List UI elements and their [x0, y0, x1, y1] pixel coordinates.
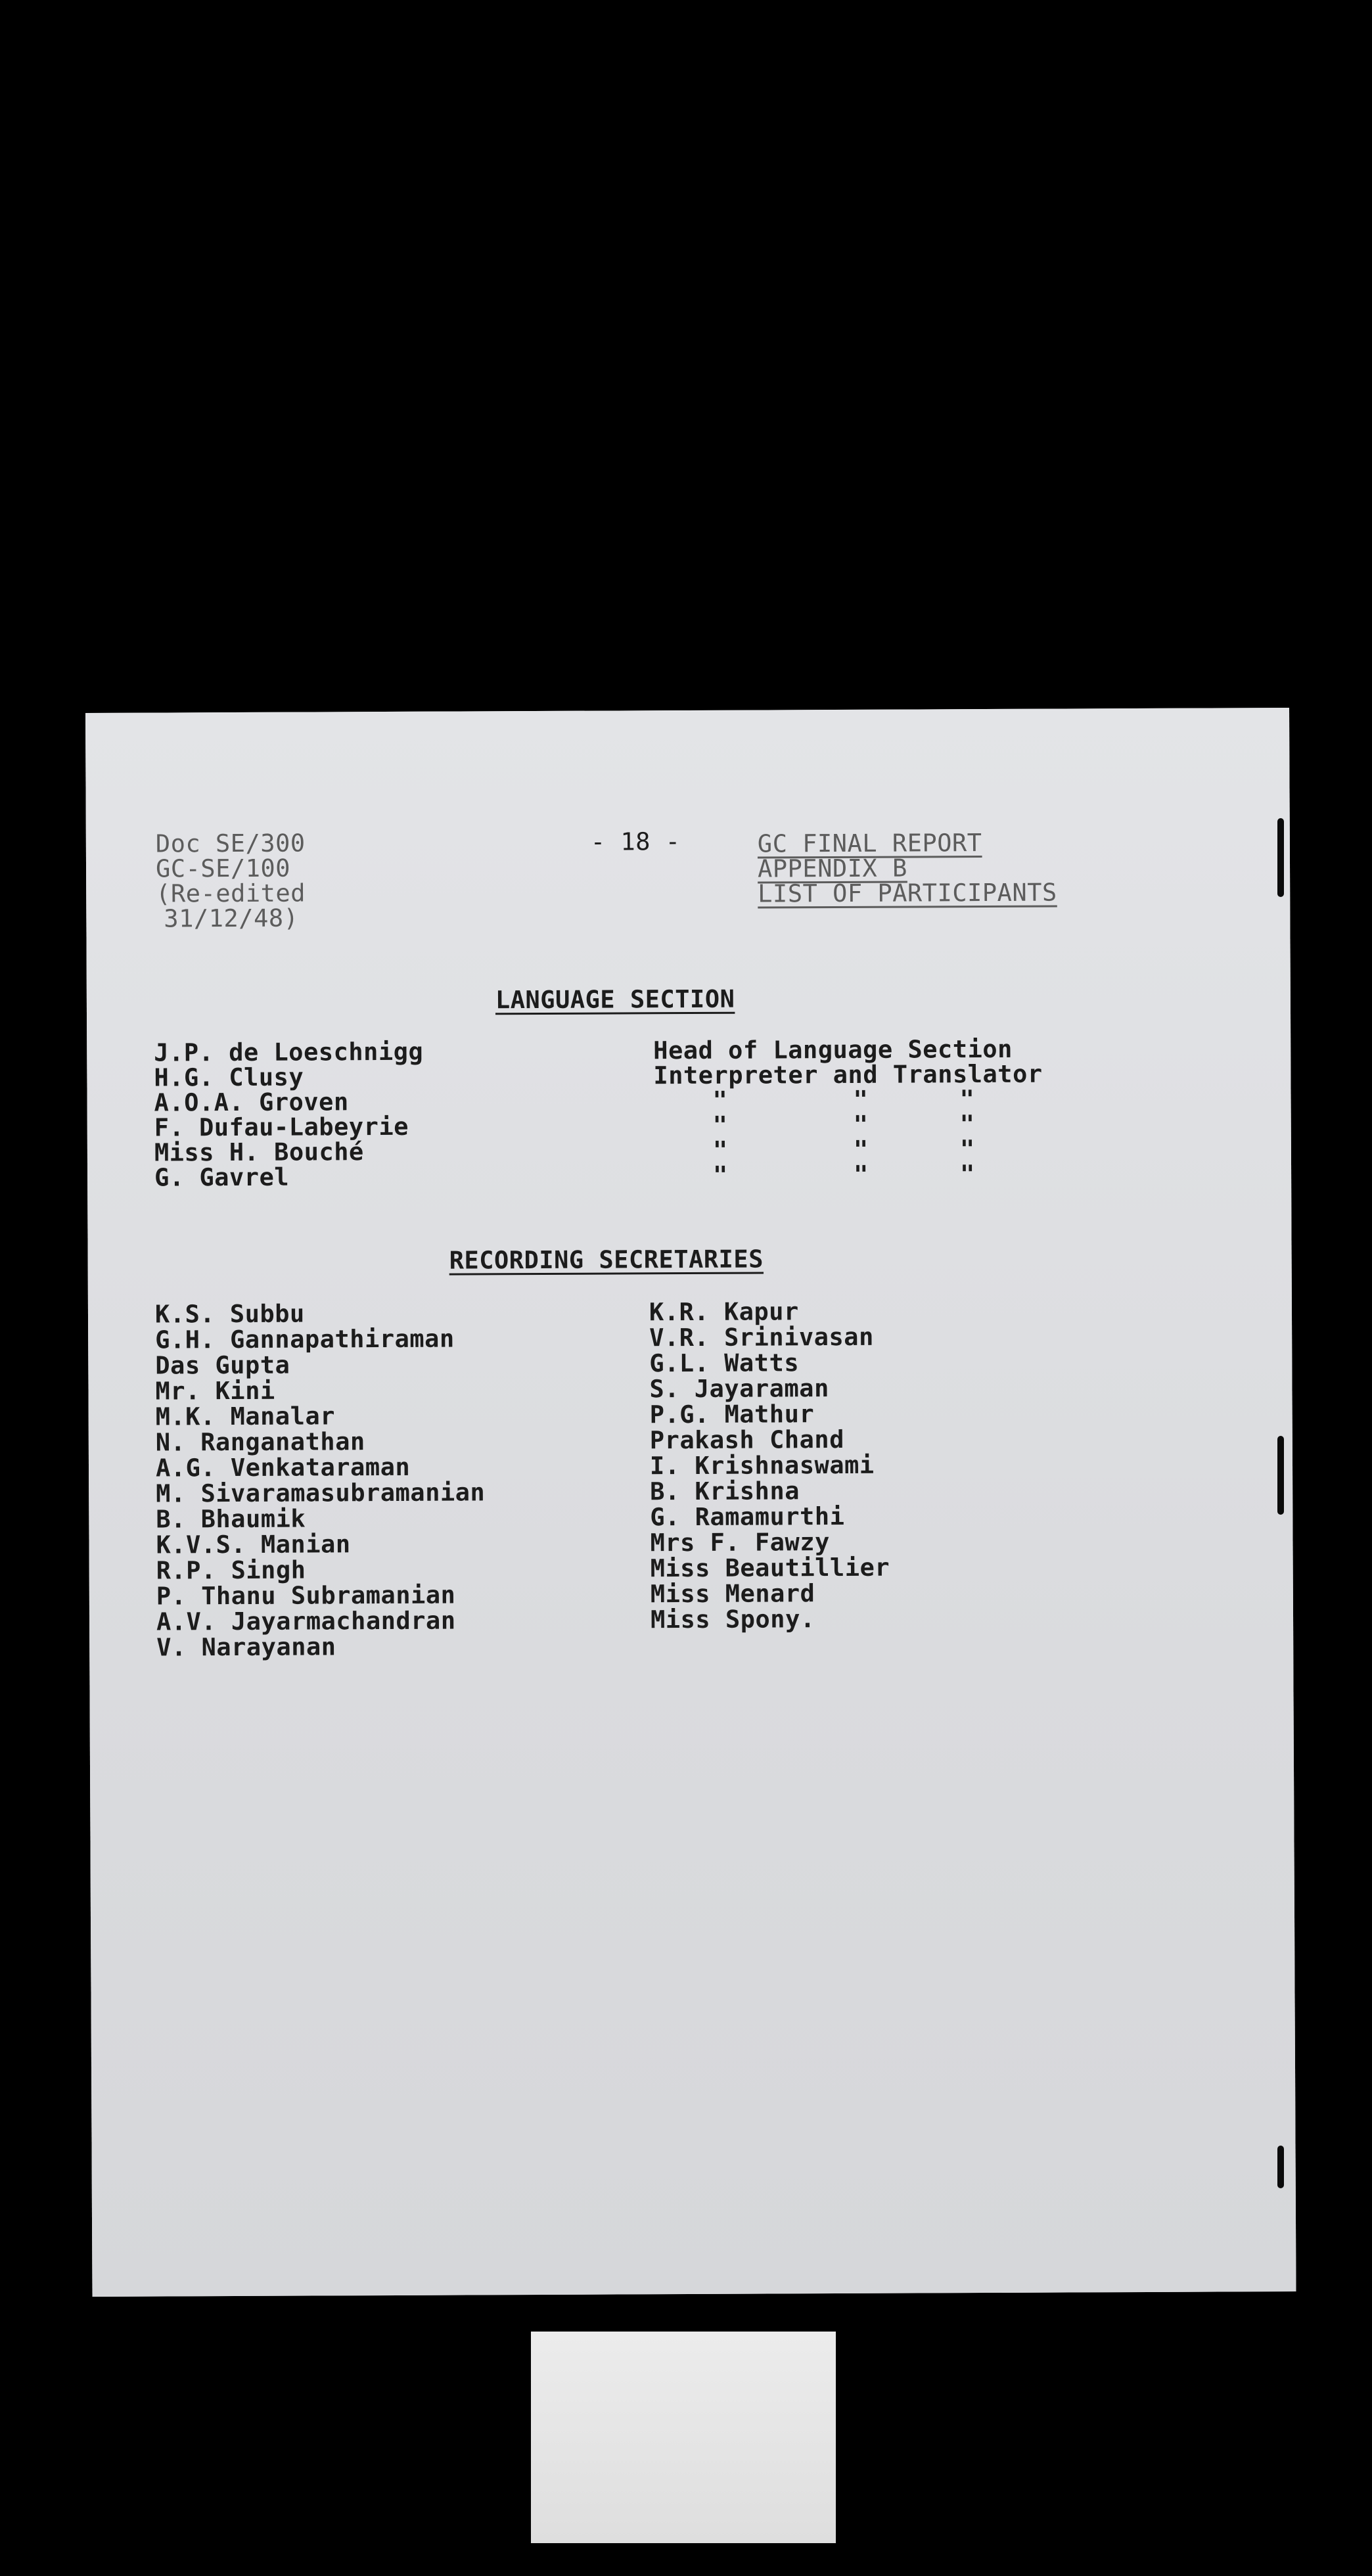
secretary-name: K.V.S. Manian [156, 1530, 351, 1559]
secretary-name: V.R. Srinivasan [649, 1322, 874, 1352]
secretary-name: G.H. Gannapathiraman [155, 1324, 455, 1354]
secretary-name: P.G. Mathur [649, 1400, 815, 1429]
ditto-mark: " [959, 1110, 975, 1139]
report-appendix-line: APPENDIX B [757, 854, 907, 883]
member-name: Miss H. Bouché [154, 1138, 364, 1167]
doc-reference-line: (Re-edited [156, 879, 306, 908]
secretary-name: Miss Spony. [650, 1605, 815, 1634]
report-title-line: GC FINAL REPORT [757, 829, 982, 858]
secretary-name: S. Jayaraman [649, 1374, 829, 1404]
ditto-mark: " [712, 1086, 727, 1115]
secretary-name: Miss Beautillier [650, 1553, 890, 1583]
ditto-mark: " [712, 1161, 728, 1189]
binder-hole-shadow [1277, 818, 1284, 897]
secretary-name: V. Narayanan [156, 1632, 336, 1662]
ditto-mark: " [712, 1111, 728, 1139]
document-page [85, 708, 1296, 2297]
member-name: A.O.A. Groven [154, 1088, 349, 1117]
page-number: - 18 - [590, 827, 681, 856]
secretary-name: K.R. Kapur [649, 1297, 799, 1327]
doc-reference-line: 31/12/48) [164, 904, 299, 933]
secretary-name: A.G. Venkataraman [155, 1452, 411, 1483]
ditto-mark: " [959, 1085, 974, 1114]
secretary-name: B. Krishna [650, 1477, 800, 1506]
secretary-name: Prakash Chand [649, 1425, 845, 1455]
secretary-name: K.S. Subbu [154, 1299, 305, 1329]
doc-reference-line: GC-SE/100 [155, 854, 291, 883]
ditto-mark: " [853, 1085, 868, 1114]
secretary-name: Mr. Kini [155, 1376, 275, 1406]
member-role: Head of Language Section [653, 1034, 1013, 1065]
binder-hole-shadow [1277, 1436, 1284, 1515]
secretary-name: G.L. Watts [649, 1348, 800, 1378]
secretary-name: M. Sivaramasubramanian [156, 1478, 486, 1508]
secretary-name: Mrs F. Fawzy [650, 1528, 830, 1557]
ditto-mark: " [959, 1160, 975, 1189]
ditto-mark: " [853, 1160, 869, 1189]
report-subtitle-line: LIST OF PARTICIPANTS [758, 878, 1057, 908]
ditto-mark: " [853, 1135, 869, 1164]
ditto-mark: " [712, 1136, 728, 1164]
member-name: J.P. de Loeschnigg [154, 1037, 424, 1067]
secretary-name: I. Krishnaswami [649, 1450, 875, 1481]
secretary-name: G. Ramamurthi [650, 1502, 845, 1532]
member-name: H.G. Clusy [154, 1063, 304, 1092]
secretary-name: Das Gupta [155, 1350, 290, 1380]
member-role: Interpreter and Translator [653, 1059, 1043, 1090]
secretary-name: Miss Menard [650, 1579, 815, 1609]
ditto-mark: " [959, 1135, 975, 1164]
secretary-name: N. Ranganathan [155, 1427, 365, 1457]
ditto-mark: " [853, 1110, 869, 1139]
blank-target-card [531, 2332, 836, 2543]
language-section-heading: LANGUAGE SECTION [495, 984, 735, 1015]
secretary-name: A.V. Jayarmachandran [156, 1606, 456, 1636]
secretary-name: R.P. Singh [156, 1555, 306, 1585]
recording-secretaries-heading: RECORDING SECRETARIES [449, 1245, 764, 1275]
member-name: F. Dufau-Labeyrie [154, 1112, 409, 1142]
secretary-name: M.K. Manalar [155, 1402, 336, 1431]
secretary-name: P. Thanu Subramanian [156, 1580, 456, 1611]
secretary-name: B. Bhaumik [156, 1504, 306, 1534]
member-name: G. Gavrel [154, 1162, 290, 1192]
doc-reference-line: Doc SE/300 [155, 829, 306, 858]
binder-hole-shadow [1277, 2146, 1284, 2188]
